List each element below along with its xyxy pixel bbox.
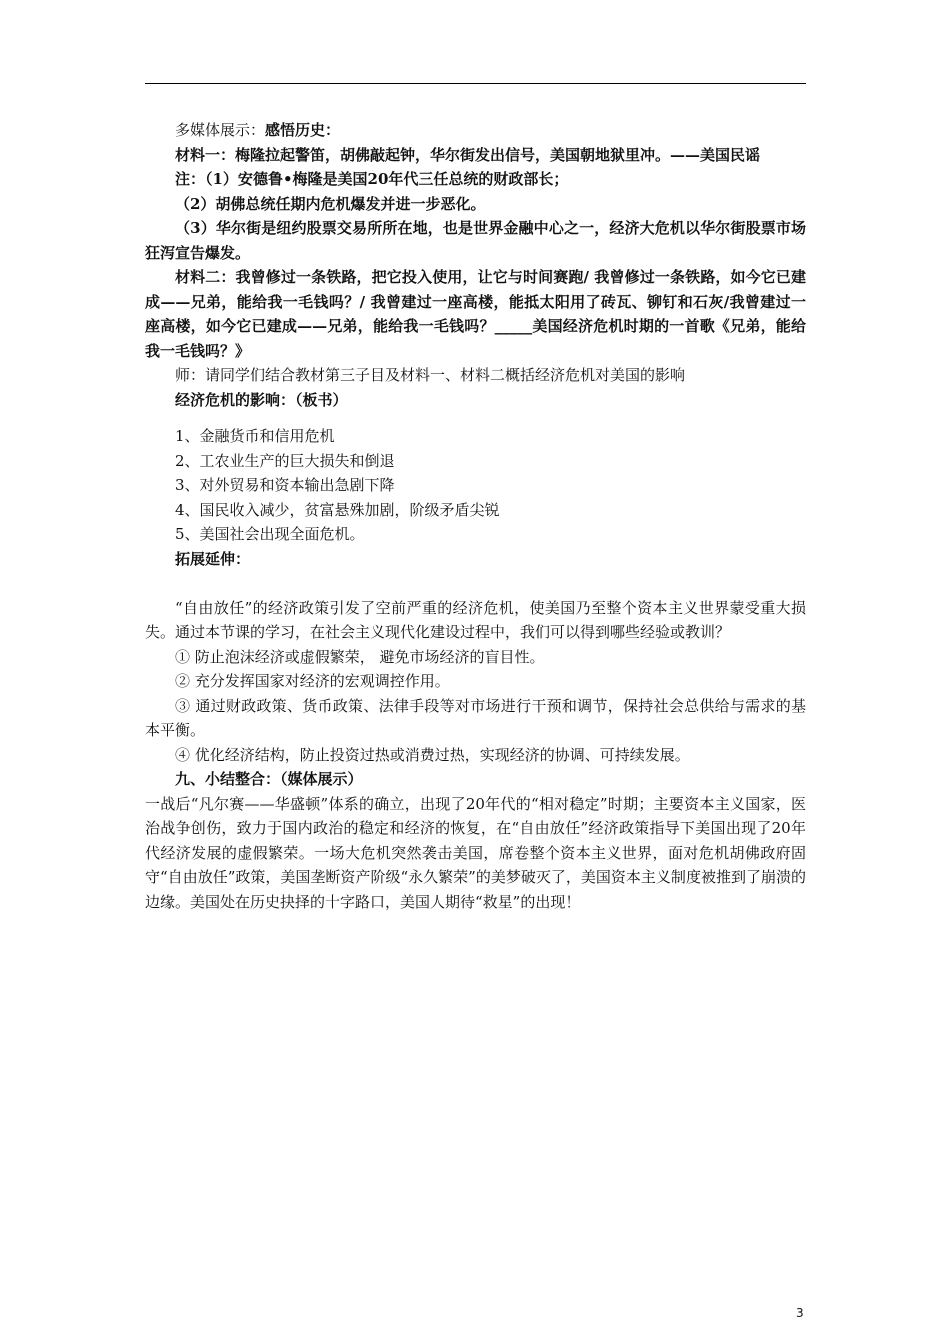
material-one: 材料一：梅隆拉起警笛，胡佛敲起钟，华尔街发出信号，美国朝地狱里冲。——美国民谣 <box>175 145 761 164</box>
extension-point: ② 充分发挥国家对经济的宏观调控作用。 <box>175 672 450 690</box>
media-show-line <box>145 118 806 143</box>
impact-heading: 经济危机的影响：（板书） <box>175 390 348 409</box>
material-one-note-2: （2）胡佛总统任期内危机爆发并进一步恶化。 <box>175 194 486 213</box>
impact-item: 4、国民收入减少，贫富悬殊加剧，阶级矛盾尖锐 <box>175 500 500 519</box>
summary-text: 一战后“凡尔赛——华盛顿”体系的确立，出现了20年代的“相对稳定”时期；主要资本主义国家，医治战争创伤，致力于国内政治的稳定和经济的恢复，在“自由放任”经济政策指导下美国出现了20年代经济发展的虚假繁荣。一场大危机突然袭击美国，席卷整个资本主义世界，面对危机胡佛政府固守“自由放任”政策，美国垄断资产阶级“永久繁荣”的美梦破灭了，美国资本主义制度被推到了崩溃的边缘。美国处在历史抉择的十字路口，美国人期待“救星”的出现！ <box>145 794 806 911</box>
extension-point: ① 防止泡沫经济或虚假繁荣， 避免市场经济的盲目性。 <box>175 647 545 666</box>
material-one-note-1: 注：（1）安德鲁•梅隆是美国20年代三任总统的财政部长； <box>175 170 569 188</box>
extension-intro: “自由放任”的经济政策引发了空前严重的经济危机，使美国乃至整个资本主义世界蒙受重大损失。通过本节课的学习，在社会主义现代化建设过程中，我们可以得到哪些经验或教训？ <box>145 598 806 641</box>
spacer <box>145 412 806 424</box>
teacher-prompt: 师：请同学们结合教材第三子目及材料一、材料二概括经济危机对美国的影响 <box>175 366 686 384</box>
spacer <box>145 571 806 596</box>
document-body <box>145 118 806 914</box>
media-show-label: 多媒体展示： <box>175 121 266 139</box>
summary-heading: 九、小结整合：（媒体展示） <box>175 770 363 788</box>
material-one-note-3: （3）华尔街是纽约股票交易所所在地，也是世界金融中心之一，经济大危机以华尔街股票市场狂泻宣告爆发。 <box>145 219 806 262</box>
extension-heading: 拓展延伸： <box>175 549 251 568</box>
header-rule <box>145 83 806 84</box>
extension-point: ④ 优化经济结构，防止投资过热或消费过热，实现经济的协调、可持续发展。 <box>175 745 690 764</box>
page-number: 3 <box>796 1306 804 1320</box>
extension-point: ③ 通过财政政策、货币政策、法律手段等对市场进行干预和调节，保持社会总供给与需求的基本平衡。 <box>145 696 806 739</box>
media-show-title: 感悟历史： <box>265 121 341 139</box>
impact-item: 3、对外贸易和资本输出急剧下降 <box>175 476 395 494</box>
impact-item: 1、金融货币和信用危机 <box>175 427 335 445</box>
material-two: 材料二：我曾修过一条铁路，把它投入使用，让它与时间赛跑/ 我曾修过一条铁路，如今它已建成——兄弟，能给我一毛钱吗？/ 我曾建过一座高楼，能抵太阳用了砖瓦、铆钉和石灰/我曾建过一座高楼，如今它已建成——兄弟，能给我一毛钱吗？_____美国经济危机时期的一首歌《兄弟，能给我一毛钱吗？》 <box>145 268 806 360</box>
impact-item: 2、工农业生产的巨大损失和倒退 <box>175 451 395 470</box>
impact-item: 5、美国社会出现全面危机。 <box>175 525 365 543</box>
